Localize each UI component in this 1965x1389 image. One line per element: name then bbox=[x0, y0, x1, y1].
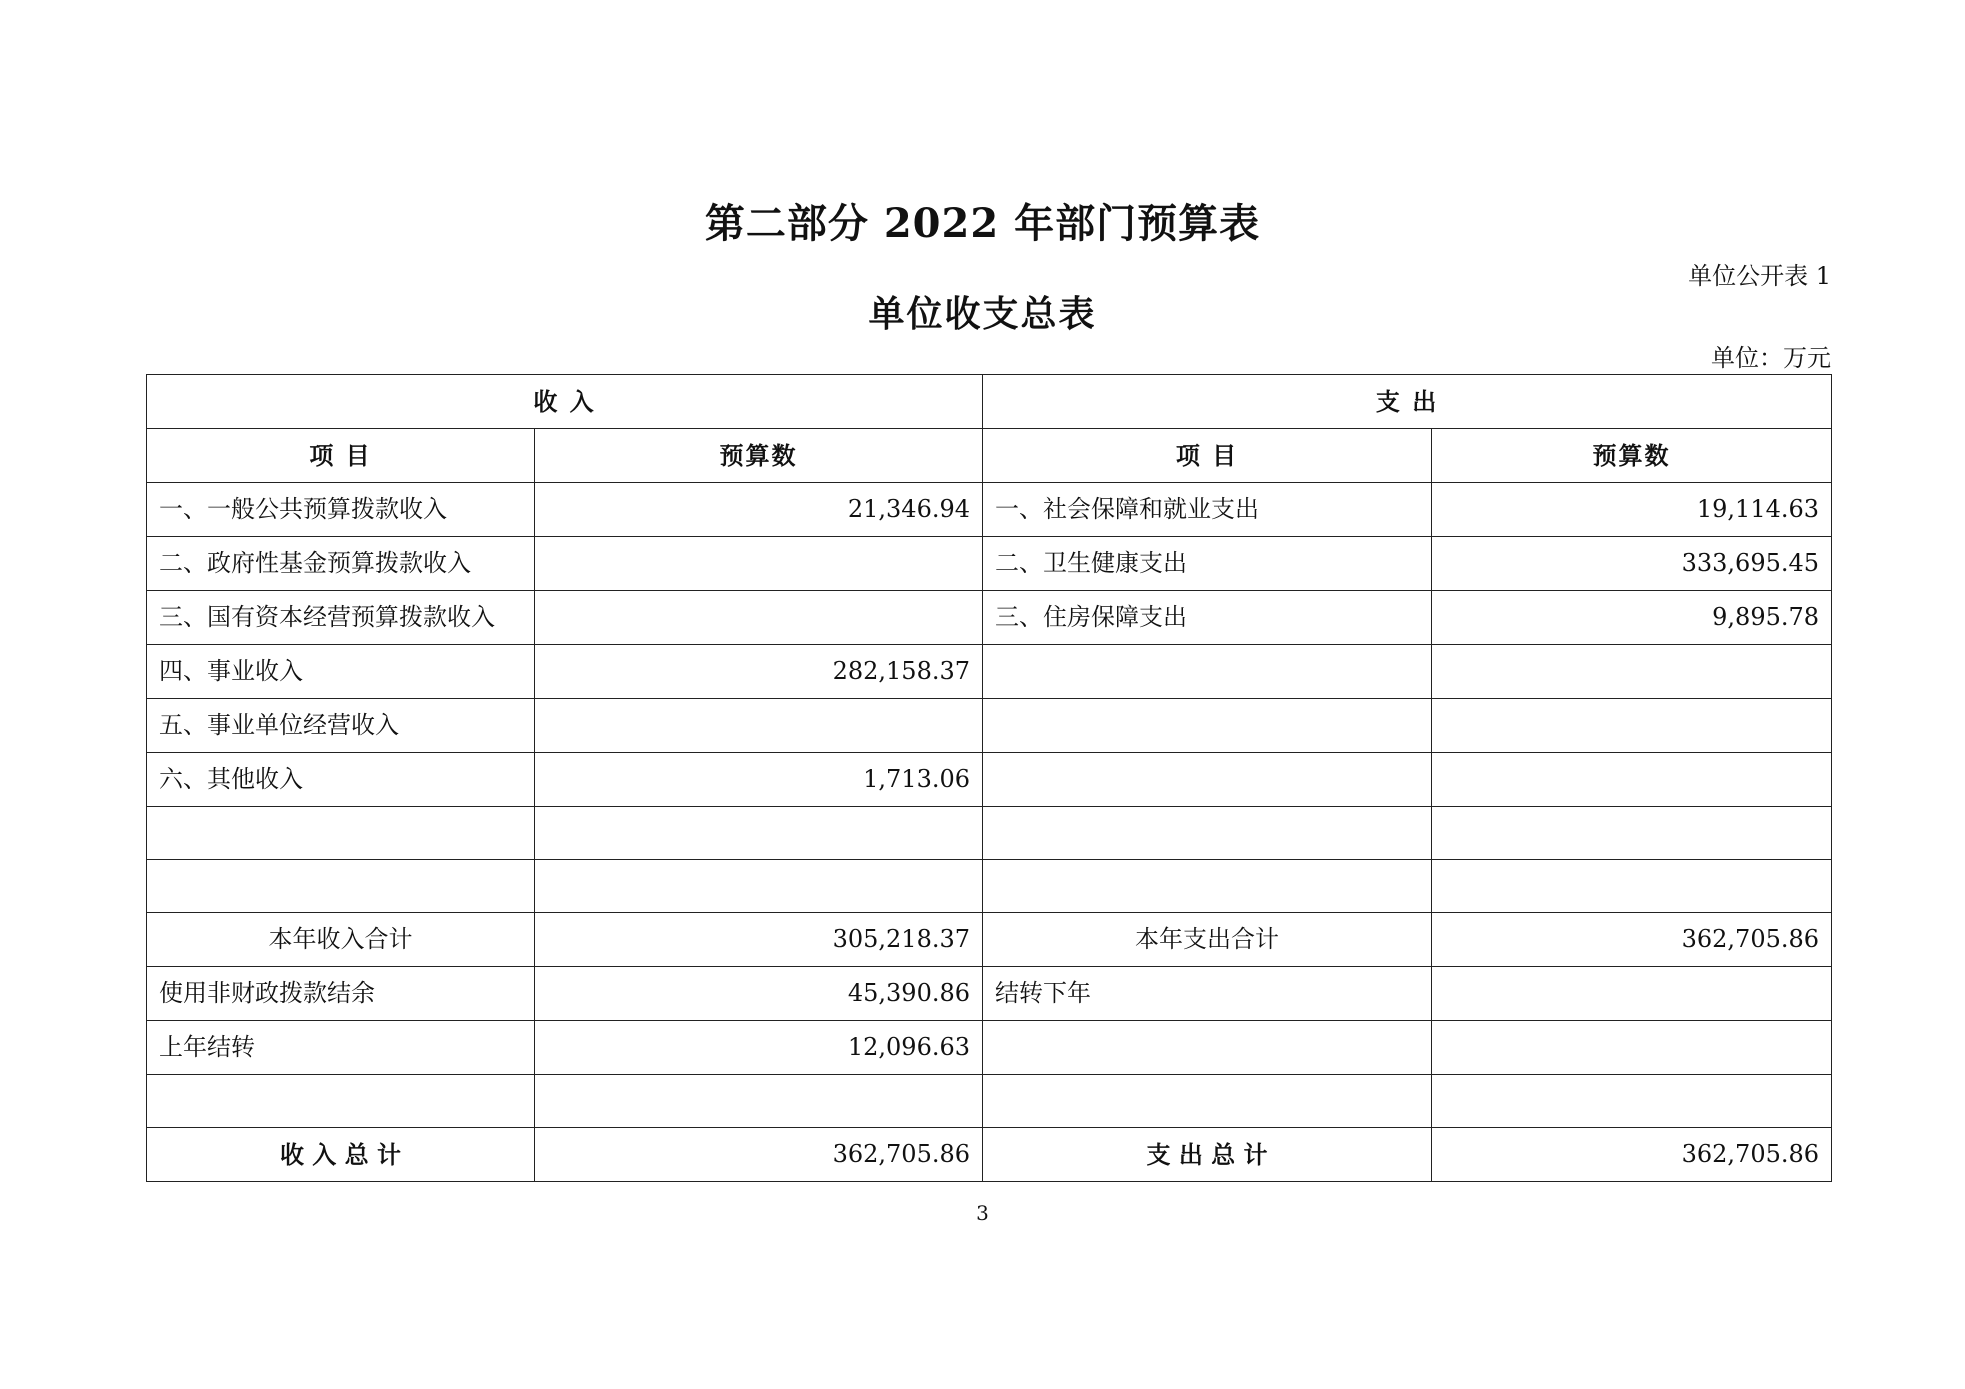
table-row bbox=[147, 483, 1832, 537]
page-number: 3 bbox=[976, 1201, 989, 1225]
income-value: 282,158.37 bbox=[535, 645, 983, 699]
expense-item bbox=[983, 1075, 1432, 1128]
expense-item bbox=[983, 807, 1432, 860]
table-row bbox=[147, 967, 1832, 1021]
table-row bbox=[147, 591, 1832, 645]
income-item: 使用非财政拨款结余 bbox=[147, 967, 535, 1021]
income-value: 12,096.63 bbox=[535, 1021, 983, 1075]
expense-total-value: 362,705.86 bbox=[1432, 1128, 1832, 1182]
income-item bbox=[147, 860, 535, 913]
table-row bbox=[147, 537, 1832, 591]
expense-value: 9,895.78 bbox=[1432, 591, 1832, 645]
unit-label: 单位：万元 bbox=[1711, 344, 1831, 372]
expense-subtotal-label: 本年支出合计 bbox=[983, 913, 1432, 967]
income-subtotal-label: 本年收入合计 bbox=[147, 913, 535, 967]
table-title: 单位收支总表 bbox=[868, 293, 1097, 335]
expense-value bbox=[1432, 1075, 1832, 1128]
income-header: 收 入 bbox=[147, 375, 983, 429]
table-row bbox=[147, 645, 1832, 699]
col-header-income-budget: 预算数 bbox=[535, 429, 983, 483]
income-total-value: 362,705.86 bbox=[535, 1128, 983, 1182]
table-row bbox=[147, 860, 1832, 913]
table-row bbox=[147, 1021, 1832, 1075]
income-value: 45,390.86 bbox=[535, 967, 983, 1021]
expense-item bbox=[983, 753, 1432, 807]
expense-item: 二、卫生健康支出 bbox=[983, 537, 1432, 591]
form-number: 单位公开表 1 bbox=[1688, 262, 1831, 290]
expense-subtotal-value: 362,705.86 bbox=[1432, 913, 1832, 967]
income-item bbox=[147, 1075, 535, 1128]
expense-value bbox=[1432, 699, 1832, 753]
income-subtotal-value: 305,218.37 bbox=[535, 913, 983, 967]
income-value bbox=[535, 1075, 983, 1128]
expense-value: 19,114.63 bbox=[1432, 483, 1832, 537]
income-value: 1,713.06 bbox=[535, 753, 983, 807]
income-item: 六、其他收入 bbox=[147, 753, 535, 807]
table-row bbox=[147, 807, 1832, 860]
expense-item bbox=[983, 1021, 1432, 1075]
expense-item bbox=[983, 699, 1432, 753]
table-row bbox=[147, 699, 1832, 753]
total-row bbox=[147, 1128, 1832, 1182]
income-value bbox=[535, 537, 983, 591]
col-header-income-item: 项 目 bbox=[147, 429, 535, 483]
column-header-row bbox=[147, 429, 1832, 483]
income-value: 21,346.94 bbox=[535, 483, 983, 537]
expense-total-label: 支 出 总 计 bbox=[983, 1128, 1432, 1182]
expense-item: 一、社会保障和就业支出 bbox=[983, 483, 1432, 537]
income-value bbox=[535, 699, 983, 753]
table-row bbox=[147, 1075, 1832, 1128]
income-total-label: 收 入 总 计 bbox=[147, 1128, 535, 1182]
income-item: 五、事业单位经营收入 bbox=[147, 699, 535, 753]
income-item bbox=[147, 807, 535, 860]
income-value bbox=[535, 860, 983, 913]
expense-item: 结转下年 bbox=[983, 967, 1432, 1021]
expense-header: 支 出 bbox=[983, 375, 1832, 429]
expense-value: 333,695.45 bbox=[1432, 537, 1832, 591]
col-header-expense-item: 项 目 bbox=[983, 429, 1432, 483]
section-header-row bbox=[147, 375, 1832, 429]
expense-value bbox=[1432, 860, 1832, 913]
income-item: 一、一般公共预算拨款收入 bbox=[147, 483, 535, 537]
expense-value bbox=[1432, 753, 1832, 807]
expense-value bbox=[1432, 807, 1832, 860]
income-item: 四、事业收入 bbox=[147, 645, 535, 699]
expense-item: 三、住房保障支出 bbox=[983, 591, 1432, 645]
income-item: 上年结转 bbox=[147, 1021, 535, 1075]
income-item: 三、国有资本经营预算拨款收入 bbox=[147, 591, 535, 645]
expense-value bbox=[1432, 1021, 1832, 1075]
page-title: 第二部分 2022 年部门预算表 bbox=[704, 200, 1261, 247]
expense-value bbox=[1432, 967, 1832, 1021]
subtotal-row bbox=[147, 913, 1832, 967]
col-header-expense-budget: 预算数 bbox=[1432, 429, 1832, 483]
income-value bbox=[535, 807, 983, 860]
budget-table bbox=[146, 374, 1832, 1182]
table-row bbox=[147, 753, 1832, 807]
expense-item bbox=[983, 860, 1432, 913]
income-value bbox=[535, 591, 983, 645]
income-item: 二、政府性基金预算拨款收入 bbox=[147, 537, 535, 591]
expense-value bbox=[1432, 645, 1832, 699]
expense-item bbox=[983, 645, 1432, 699]
